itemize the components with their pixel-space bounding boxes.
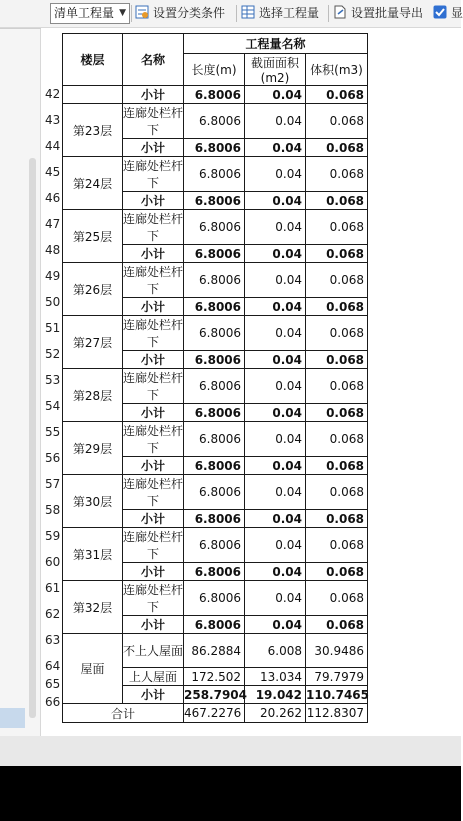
row-number[interactable]: 57	[45, 477, 61, 491]
item-name[interactable]: 连廊处栏杆下	[123, 475, 184, 510]
length-value[interactable]: 6.8006	[184, 210, 245, 245]
left-panel-scrollbar[interactable]	[29, 158, 36, 718]
subtotal-length[interactable]: 6.8006	[184, 616, 245, 634]
length-value[interactable]: 6.8006	[184, 263, 245, 298]
checkbox-icon	[433, 5, 447, 19]
toolbar	[0, 0, 461, 28]
area-value[interactable]: 0.04	[245, 104, 306, 139]
subtotal-row	[63, 86, 368, 104]
volume-value[interactable]: 0.068	[306, 475, 368, 510]
toolbar-separator	[328, 5, 329, 22]
table-row	[63, 263, 368, 298]
row-number[interactable]: 44	[45, 139, 61, 153]
row-number[interactable]: 50	[45, 295, 61, 309]
subtotal-volume[interactable]: 0.068	[306, 245, 368, 263]
subtotal-volume[interactable]: 0.068	[306, 139, 368, 157]
length-value[interactable]: 6.8006	[184, 528, 245, 563]
length-value[interactable]: 6.8006	[184, 475, 245, 510]
item-name[interactable]: 连廊处栏杆下	[123, 528, 184, 563]
subtotal-area[interactable]: 0.04	[245, 510, 306, 528]
area-value[interactable]: 13.034	[245, 668, 306, 686]
subtotal-label[interactable]: 小计	[123, 457, 184, 475]
quantity-table	[62, 33, 368, 723]
subtotal-area[interactable]: 19.042	[245, 686, 306, 704]
black-bar	[0, 766, 461, 821]
subtotal-length[interactable]: 6.8006	[184, 404, 245, 422]
subtotal-length[interactable]: 6.8006	[184, 510, 245, 528]
table-row	[63, 581, 368, 616]
header-volume[interactable]: 体积(m3)	[306, 54, 368, 86]
subtotal-label[interactable]: 小计	[123, 245, 184, 263]
header-quantity-name[interactable]: 工程量名称	[184, 34, 368, 54]
subtotal-area[interactable]: 0.04	[245, 139, 306, 157]
row-number[interactable]: 63	[45, 633, 61, 647]
table-row	[63, 316, 368, 351]
length-value[interactable]: 86.2884	[184, 634, 245, 668]
volume-value[interactable]: 0.068	[306, 316, 368, 351]
subtotal-volume[interactable]: 0.068	[306, 563, 368, 581]
volume-value[interactable]: 0.068	[306, 210, 368, 245]
row-number[interactable]: 48	[45, 243, 61, 257]
item-name[interactable]: 不上人屋面	[123, 634, 184, 668]
row-number[interactable]: 62	[45, 607, 61, 621]
subtotal-area[interactable]: 0.04	[245, 298, 306, 316]
subtotal-area[interactable]: 0.04	[245, 351, 306, 369]
area-value[interactable]: 0.04	[245, 316, 306, 351]
batch-export-button[interactable]	[333, 3, 423, 24]
length-value[interactable]: 6.8006	[184, 316, 245, 351]
chevron-down-icon: ▼	[119, 8, 126, 18]
settings-icon	[135, 5, 149, 19]
floor-name[interactable]: 第29层	[63, 422, 123, 475]
subtotal-label[interactable]: 小计	[123, 563, 184, 581]
table-row	[63, 528, 368, 563]
row-number[interactable]: 54	[45, 399, 61, 413]
floor-name[interactable]: 第27层	[63, 316, 123, 369]
area-value[interactable]: 0.04	[245, 528, 306, 563]
subtotal-length[interactable]: 258.7904	[184, 687, 248, 702]
subtotal-volume[interactable]: 0.068	[306, 351, 368, 369]
length-value[interactable]: 6.8006	[184, 104, 245, 139]
row-number[interactable]: 55	[45, 425, 61, 439]
row-number[interactable]: 45	[45, 165, 61, 179]
item-name[interactable]: 上人屋面	[123, 668, 184, 686]
row-number[interactable]: 49	[45, 269, 61, 283]
subtotal-area[interactable]: 0.04	[245, 192, 306, 210]
quantity-type-select-value: 清单工程量	[54, 6, 115, 20]
subtotal-label[interactable]: 小计	[123, 86, 184, 104]
grid-icon	[241, 5, 255, 19]
area-value[interactable]: 6.008	[245, 634, 306, 668]
volume-value[interactable]: 0.068	[306, 422, 368, 457]
quantity-type-select[interactable]	[50, 3, 130, 24]
row-number[interactable]: 65	[45, 677, 61, 691]
header-name[interactable]: 名称	[123, 34, 184, 86]
item-name[interactable]: 连廊处栏杆下	[123, 210, 184, 245]
table-row	[63, 634, 368, 668]
floor-name[interactable]: 第25层	[63, 210, 123, 263]
subtotal-length[interactable]: 6.8006	[184, 192, 245, 210]
area-value[interactable]: 0.04	[245, 263, 306, 298]
subtotal-volume[interactable]: 110.7465	[306, 687, 370, 702]
table-row	[63, 475, 368, 510]
item-name[interactable]: 连廊处栏杆下	[123, 316, 184, 351]
subtotal-length[interactable]: 6.8006	[184, 86, 245, 104]
area-value[interactable]: 0.04	[245, 157, 306, 192]
select-quantity-label: 选择工程量	[259, 6, 320, 20]
length-value[interactable]: 6.8006	[184, 422, 245, 457]
row-number[interactable]: 46	[45, 191, 61, 205]
subtotal-volume[interactable]: 0.068	[306, 616, 368, 634]
row-number[interactable]: 42	[45, 87, 61, 101]
area-value[interactable]: 0.04	[245, 369, 306, 404]
item-name[interactable]: 连廊处栏杆下	[123, 104, 184, 139]
subtotal-area[interactable]: 0.04	[245, 563, 306, 581]
subtotal-area[interactable]: 0.04	[245, 457, 306, 475]
row-number[interactable]: 56	[45, 451, 61, 465]
subtotal-label[interactable]: 小计	[123, 510, 184, 528]
show-checkbox-label: 显	[451, 6, 463, 20]
floor-name[interactable]: 第31层	[63, 528, 123, 581]
subtotal-length[interactable]: 6.8006	[184, 245, 245, 263]
set-category-label: 设置分类条件	[153, 6, 226, 20]
subtotal-length[interactable]: 6.8006	[184, 139, 245, 157]
table-cell[interactable]	[63, 86, 123, 104]
show-checkbox[interactable]	[433, 3, 463, 24]
table-row	[63, 157, 368, 192]
header-length[interactable]: 长度(m)	[184, 54, 245, 86]
item-name[interactable]: 连廊处栏杆下	[123, 369, 184, 404]
floor-name[interactable]: 屋面	[63, 634, 123, 704]
row-number[interactable]: 53	[45, 373, 61, 387]
length-value[interactable]: 6.8006	[184, 157, 245, 192]
toolbar-separator	[236, 5, 237, 22]
area-value[interactable]: 0.04	[245, 210, 306, 245]
subtotal-label[interactable]: 小计	[123, 404, 184, 422]
length-value[interactable]: 6.8006	[184, 581, 245, 616]
length-value[interactable]: 6.8006	[184, 369, 245, 404]
left-panel-selected-item[interactable]	[0, 708, 25, 728]
status-area	[0, 736, 461, 766]
subtotal-volume[interactable]: 0.068	[306, 298, 368, 316]
item-name[interactable]: 连廊处栏杆下	[123, 581, 184, 616]
select-quantity-button[interactable]	[241, 3, 319, 24]
subtotal-label[interactable]: 小计	[123, 686, 184, 704]
total-label[interactable]: 合计	[63, 704, 184, 723]
table-row	[63, 104, 368, 139]
volume-value[interactable]: 79.7979	[306, 668, 368, 686]
subtotal-label[interactable]: 小计	[123, 616, 184, 634]
volume-value[interactable]: 0.068	[306, 157, 368, 192]
volume-value[interactable]: 0.068	[306, 528, 368, 563]
volume-value[interactable]: 30.9486	[306, 634, 368, 668]
total-row	[63, 704, 368, 723]
toolbar-separator	[131, 5, 132, 22]
row-number[interactable]: 52	[45, 347, 61, 361]
subtotal-label[interactable]: 小计	[123, 298, 184, 316]
left-panel	[0, 28, 41, 736]
floor-name[interactable]: 第30层	[63, 475, 123, 528]
area-value[interactable]: 0.04	[245, 581, 306, 616]
total-volume[interactable]: 112.8307	[306, 704, 368, 723]
table-row	[63, 422, 368, 457]
row-number[interactable]: 59	[45, 529, 61, 543]
set-category-button[interactable]	[135, 3, 225, 24]
area-value[interactable]: 0.04	[245, 475, 306, 510]
floor-name[interactable]: 第26层	[63, 263, 123, 316]
total-length[interactable]: 467.2276	[184, 704, 245, 723]
row-number[interactable]: 60	[45, 555, 61, 569]
row-number[interactable]: 58	[45, 503, 61, 517]
row-number[interactable]: 61	[45, 581, 61, 595]
subtotal-area[interactable]: 0.04	[245, 86, 306, 104]
floor-name[interactable]: 第32层	[63, 581, 123, 634]
subtotal-label[interactable]: 小计	[123, 192, 184, 210]
volume-value[interactable]: 0.068	[306, 369, 368, 404]
header-area[interactable]: 截面面积(m2)	[245, 54, 306, 86]
row-number[interactable]: 64	[45, 659, 61, 673]
volume-value[interactable]: 0.068	[306, 263, 368, 298]
row-number[interactable]: 43	[45, 113, 61, 127]
length-value[interactable]: 172.502	[184, 668, 245, 686]
batch-export-label: 设置批量导出	[351, 6, 424, 20]
subtotal-length[interactable]: 6.8006	[184, 351, 245, 369]
subtotal-volume[interactable]: 0.068	[306, 404, 368, 422]
item-name[interactable]: 连廊处栏杆下	[123, 263, 184, 298]
area-value[interactable]: 0.04	[245, 422, 306, 457]
subtotal-area[interactable]: 0.04	[245, 245, 306, 263]
row-number[interactable]: 47	[45, 217, 61, 231]
subtotal-label[interactable]: 小计	[123, 139, 184, 157]
item-name[interactable]: 连廊处栏杆下	[123, 422, 184, 457]
subtotal-area[interactable]: 0.04	[245, 616, 306, 634]
item-name[interactable]: 连廊处栏杆下	[123, 157, 184, 192]
subtotal-length[interactable]: 6.8006	[184, 298, 245, 316]
subtotal-length[interactable]: 6.8006	[184, 563, 245, 581]
volume-value[interactable]: 0.068	[306, 581, 368, 616]
table-row	[63, 210, 368, 245]
header-floor[interactable]: 楼层	[63, 34, 123, 86]
floor-name[interactable]: 第28层	[63, 369, 123, 422]
subtotal-label[interactable]: 小计	[123, 351, 184, 369]
row-number[interactable]: 66	[45, 695, 61, 709]
header-row	[63, 34, 368, 54]
subtotal-area[interactable]: 0.04	[245, 404, 306, 422]
total-area[interactable]: 20.262	[245, 704, 306, 723]
subtotal-volume[interactable]: 0.068	[306, 510, 368, 528]
subtotal-volume[interactable]: 0.068	[306, 86, 368, 104]
row-number[interactable]: 51	[45, 321, 61, 335]
floor-name[interactable]: 第24层	[63, 157, 123, 210]
floor-name[interactable]: 第23层	[63, 104, 123, 157]
table-row	[63, 369, 368, 404]
volume-value[interactable]: 0.068	[306, 104, 368, 139]
export-icon	[333, 5, 347, 19]
subtotal-length[interactable]: 6.8006	[184, 457, 245, 475]
subtotal-volume[interactable]: 0.068	[306, 457, 368, 475]
subtotal-volume[interactable]: 0.068	[306, 192, 368, 210]
